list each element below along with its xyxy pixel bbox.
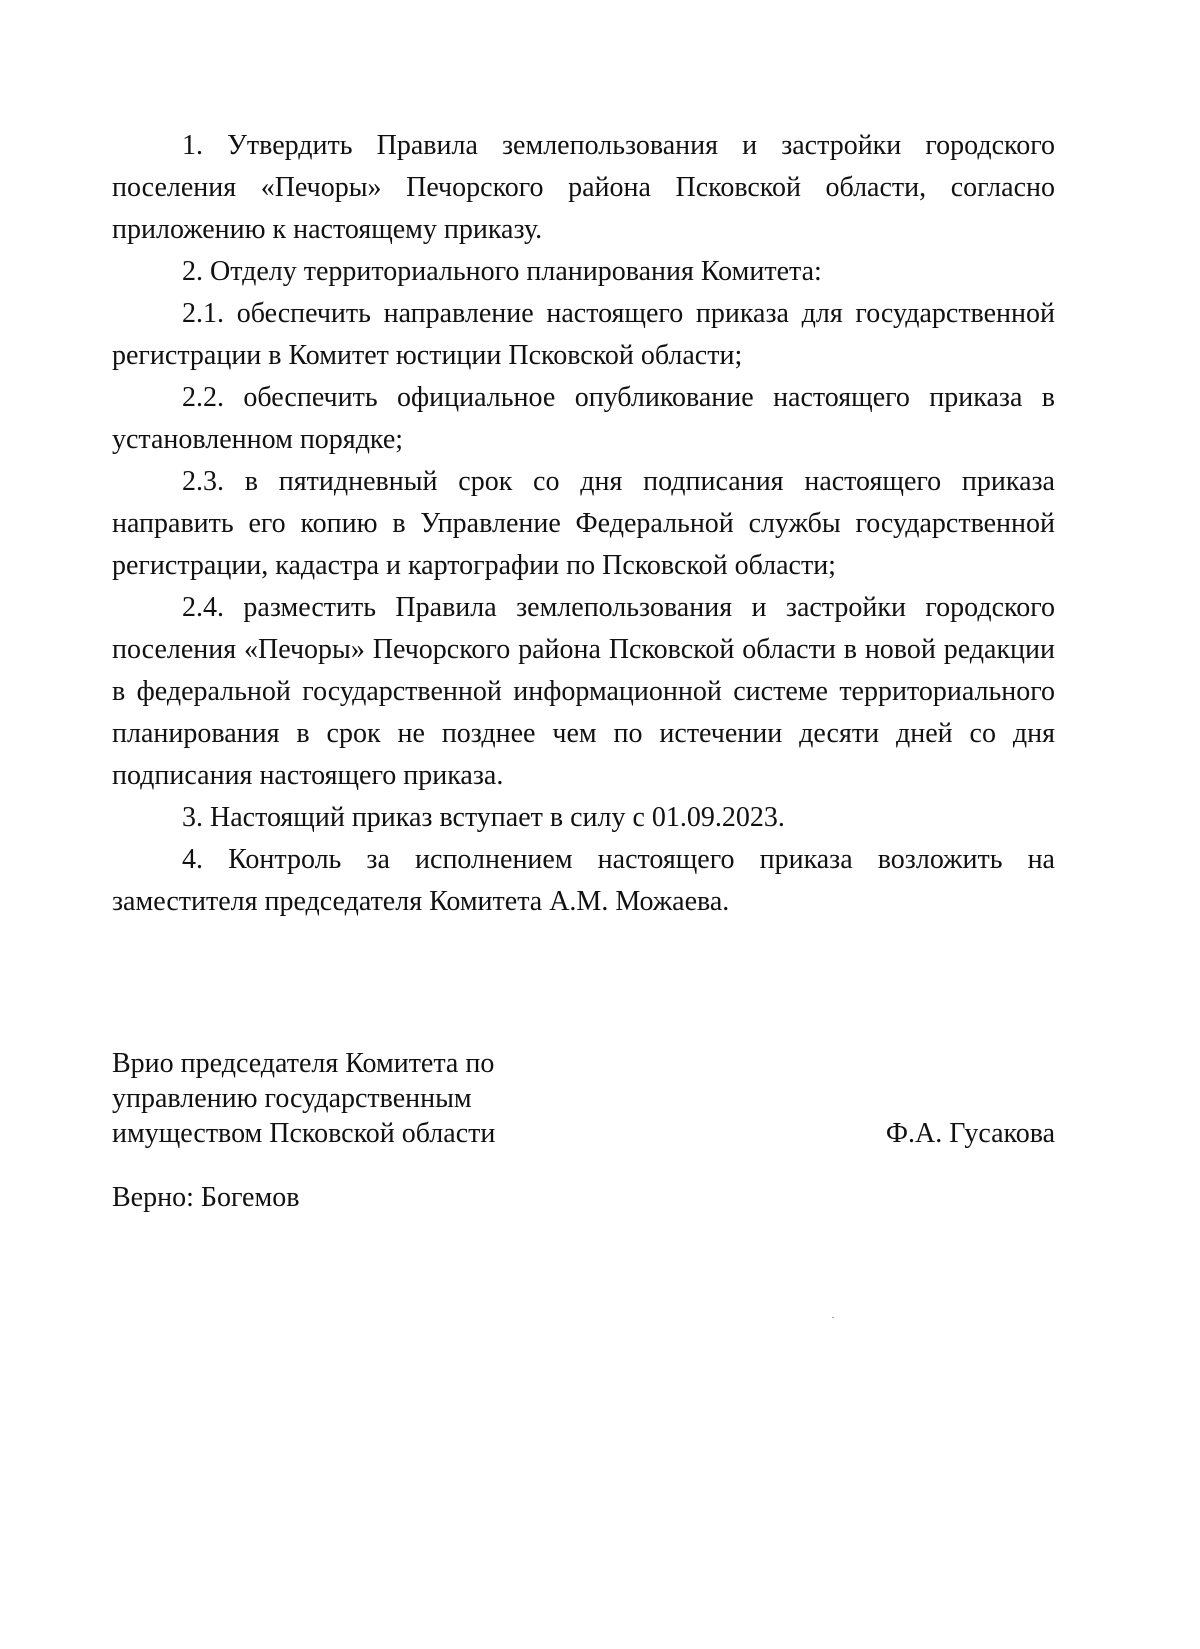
signatory-position-line: управлению государственным xyxy=(112,1083,472,1114)
paragraph-item-2-1: 2.1. обеспечить направление настоящего приказа для государственной регистрации в Комитет юстиции Псковской области; xyxy=(112,298,1055,371)
signatory-name: Ф.А. Гусакова xyxy=(885,1118,1055,1149)
scan-speck xyxy=(832,1317,834,1318)
paragraph-item-4: 4. Контроль за исполнением настоящего приказа возложить на заместителя председателя Комитета А.М. Можаева. xyxy=(112,844,1055,917)
paragraph-item-2-2: 2.2. обеспечить официальное опубликование настоящего приказа в установленном порядке; xyxy=(112,382,1055,455)
signatory-position-line: Врио председателя Комитета по xyxy=(112,1048,495,1079)
signature-block xyxy=(112,1046,1055,1151)
signatory-position-line: имуществом Псковской области xyxy=(112,1118,496,1149)
paragraph-item-2: 2. Отделу территориального планирования Комитета: xyxy=(182,256,822,287)
verification-note: Верно: Богемов xyxy=(112,1182,300,1213)
paragraph-item-3: 3. Настоящий приказ вступает в силу с 01.09.2023. xyxy=(182,802,785,833)
paragraph-item-1: 1. Утвердить Правила землепользования и застройки городского поселения «Печоры» Печорского района Псковской области, согласно приложению к настоящему приказу. xyxy=(112,130,1055,245)
paragraph-item-2-3: 2.3. в пятидневный срок со дня подписания настоящего приказа направить его копию в Управление Федеральной службы государственной регистрации, кадастра и картографии по Псковской области; xyxy=(112,466,1055,581)
paragraph-item-2-4: 2.4. разместить Правила землепользования и застройки городского поселения «Печоры» Печорского района Псковской области в новой редакции в федеральной государственной информационной системе территориального планирования в срок не позднее чем по истечении десяти дней со дня подписания настоящего приказа. xyxy=(112,592,1055,791)
order-body xyxy=(112,125,1055,923)
signatory-position xyxy=(112,1046,632,1151)
